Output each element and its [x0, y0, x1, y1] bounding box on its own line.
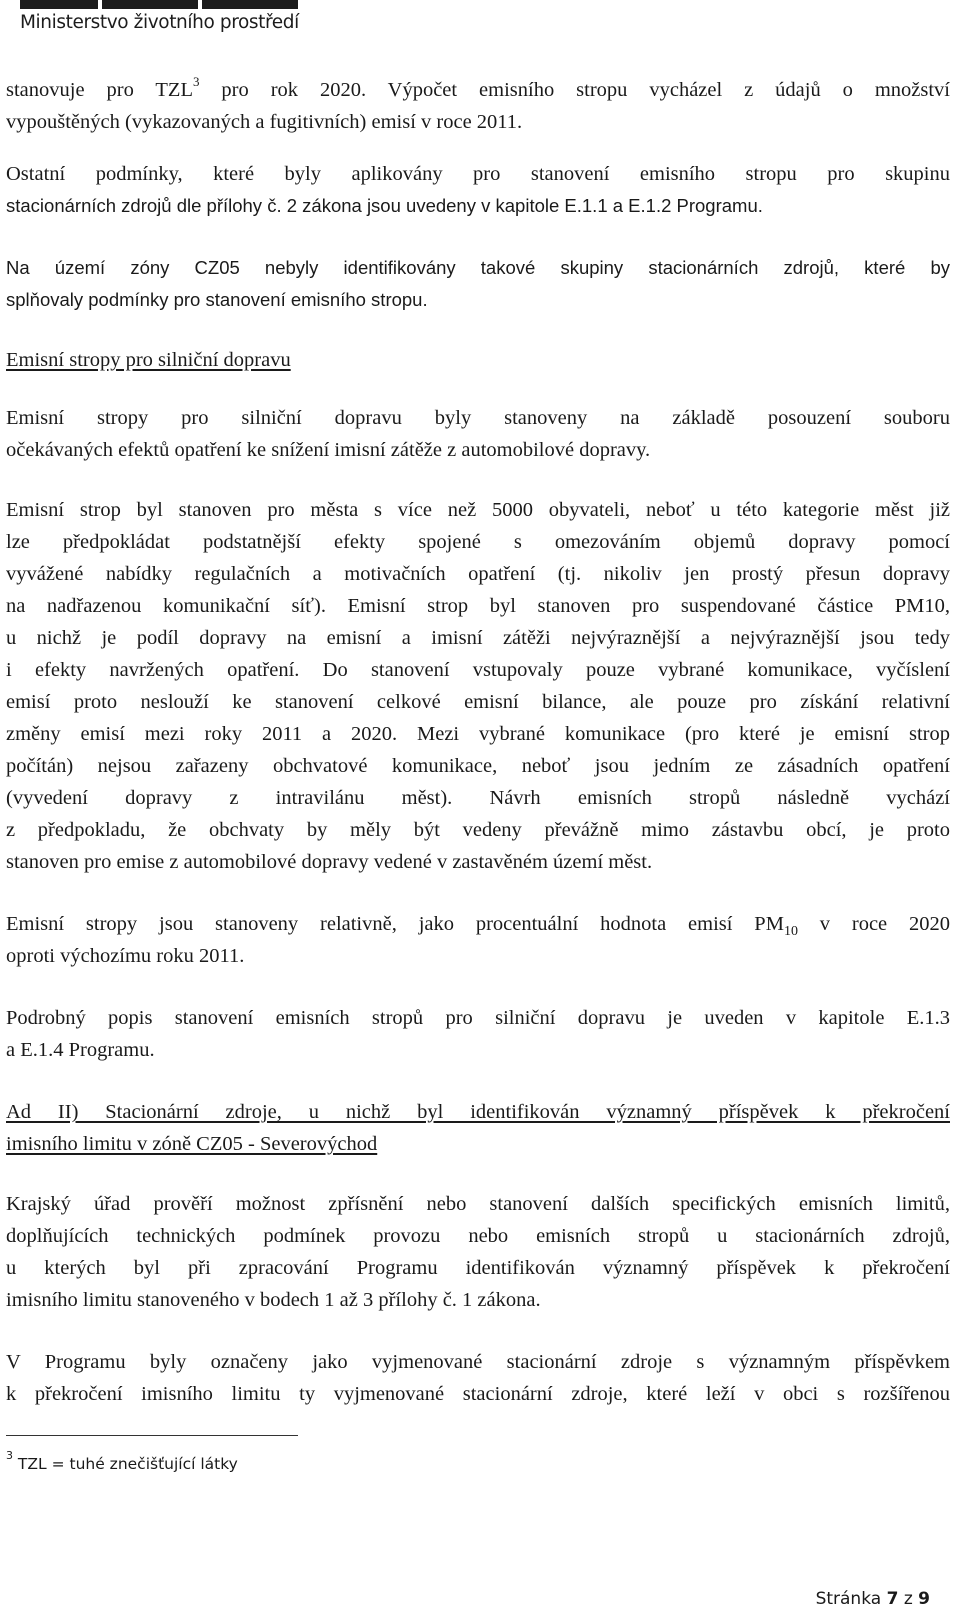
footnote: $^3$ TZL = tuhé znečišťující látky [6, 1448, 238, 1473]
paragraph-line: změny emisí mezi roky 2011 a 2020. Mezi vybrané komunikace (pro které je emisní strop [6, 723, 950, 745]
paragraph-line: z předpokladu, že obchvaty by měly být vedeny převážně mimo zástavbu obcí, je proto [6, 819, 950, 841]
section-heading-ad2-cont: imisního limitu v zóně CZ05 - Severovýchod [6, 1133, 378, 1155]
logo-bar [202, 0, 298, 9]
page-number: Stránka 7 z 9 [815, 1589, 930, 1609]
paragraph-line: počítán) nejsou zařazeny obchvatové komunikace, neboť jsou jedním ze zásadních opatření [6, 755, 950, 777]
paragraph-line: Na území zóny CZ05 nebyly identifikovány takové skupiny stacionárních zdrojů, které by [6, 257, 950, 278]
section-heading-road: Emisní stropy pro silniční dopravu [6, 349, 291, 371]
paragraph-line: imisního limitu stanoveného v bodech 1 až 3 přílohy č. 1 zákona. [6, 1289, 541, 1311]
paragraph-line: Ostatní podmínky, které byly aplikovány pro stanovení emisního stropu pro skupinu [6, 163, 950, 185]
paragraph-line: Emisní stropy jsou stanoveny relativně, jako procentuální hodnota emisí $PM_{10}$ v roce 2020 [6, 913, 951, 940]
paragraph-line: k překročení imisního limitu ty vyjmenované stacionární zdroje, které leží v obci s rozšířenou [6, 1383, 950, 1405]
paragraph-line: Emisní stropy pro silniční dopravu byly stanoveny na základě posouzení souboru [6, 407, 950, 429]
paragraph-line: splňovaly podmínky pro stanovení emisního stropu. [6, 289, 428, 310]
paragraph-line: vypouštěných (vykazovaných a fugitivních) emisí v roce 2011. [6, 111, 523, 133]
paragraph-line: očekávaných efektů opatření ke snížení imisní zátěže z automobilové dopravy. [6, 439, 651, 461]
paragraph-line: Podrobný popis stanovení emisních stropů pro silniční dopravu je uveden v kapitole E.1.3 [6, 1007, 950, 1029]
footnote-separator [6, 1435, 298, 1436]
paragraph-line: (vyvedení dopravy z intravilánu měst). Návrh emisních stropů následně vychází [6, 787, 950, 809]
paragraph-line: i efekty navržených opatření. Do stanovení vstupovaly pouze vybrané komunikace, vyčíslení [6, 659, 950, 681]
paragraph-line: emisí proto neslouží ke stanovení celkové emisní bilance, ale pouze pro získání relativní [6, 691, 950, 713]
paragraph-line: V Programu byly označeny jako vyjmenované stacionární zdroje s významným příspěvkem [6, 1351, 950, 1373]
paragraph-line: vyvážené nabídky regulačních a motivačních opatření (tj. nikoliv jen prostý přesun dopravy [6, 563, 950, 585]
logo-bar [102, 0, 198, 9]
paragraph-line: stanovuje pro TZL$^3$ pro rok 2020. Výpočet emisního stropu vycházel z údajů o množství [6, 74, 951, 101]
paragraph-line: u nichž je podíl dopravy na emisní a imisní zátěži nejvýraznější a nejvýraznější jsou tedy [6, 627, 950, 649]
footnote-reference[interactable]: 3 [192, 74, 200, 90]
paragraph-line: u kterých byl při zpracování Programu identifikován významný příspěvek k překročení [6, 1257, 950, 1279]
paragraph-line: a E.1.4 Programu. [6, 1039, 155, 1061]
paragraph-line: doplňujících technických podmínek provozu nebo emisních stropů u stacionárních zdrojů, [6, 1225, 950, 1247]
paragraph-line: lze předpokládat podstatnější efekty spojené s omezováním objemů dopravy pomocí [6, 531, 950, 553]
logo-bar [20, 0, 98, 9]
paragraph-line: na nadřazenou komunikační síť). Emisní strop byl stanoven pro suspendované částice PM10, [6, 595, 950, 617]
paragraph-line: oproti výchozímu roku 2011. [6, 945, 245, 967]
section-heading-ad2: Ad II) Stacionární zdroje, u nichž byl identifikován významný příspěvek k překročení [6, 1101, 950, 1123]
paragraph-line: stacionárních zdrojů dle přílohy č. 2 zákona jsou uvedeny v kapitole E.1.1 a E.1.2 Programu. [6, 195, 763, 216]
paragraph-line: stanoven pro emise z automobilové dopravy vedené v zastavěném území měst. [6, 851, 653, 873]
paragraph-line: Emisní strop byl stanoven pro města s více než 5000 obyvateli, neboť u této kategorie měst již [6, 499, 950, 521]
paragraph-line: Krajský úřad prověří možnost zpřísnění nebo stanovení dalších specifických emisních limitů, [6, 1193, 950, 1215]
ministry-name: Ministerstvo životního prostředí [20, 12, 299, 33]
